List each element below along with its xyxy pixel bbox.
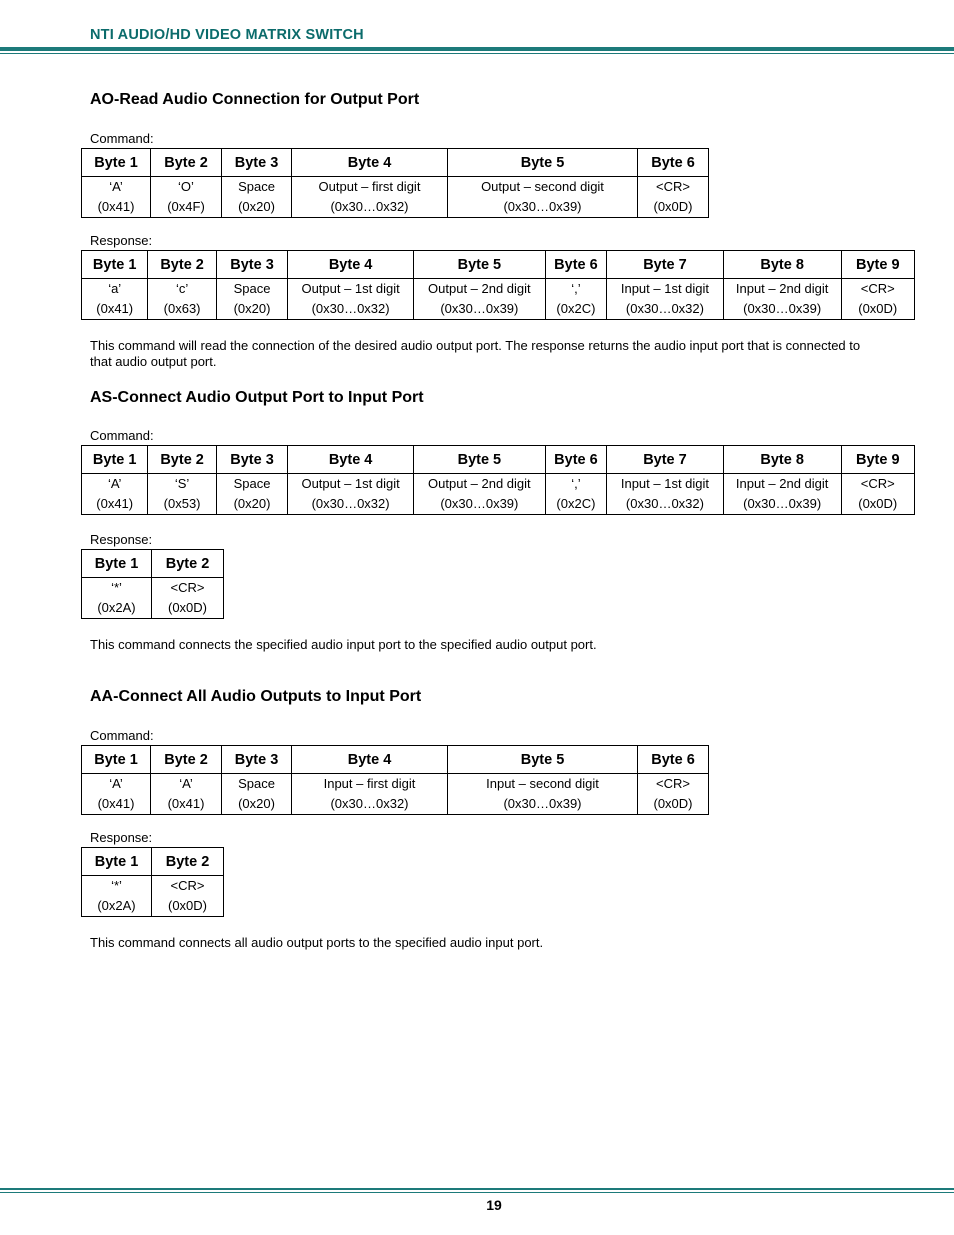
byte-header: Byte 1 — [82, 446, 148, 474]
byte-hex: (0x30…0x32) — [330, 796, 409, 811]
byte-value: ‘S’ — [174, 476, 190, 491]
byte-value: Output – first digit — [318, 179, 421, 194]
byte-value: Space — [233, 476, 271, 491]
byte-header: Byte 2 — [148, 446, 216, 474]
byte-header: Byte 2 — [151, 149, 222, 177]
byte-cell — [216, 279, 287, 320]
byte-cell — [151, 177, 222, 218]
as-response-table — [81, 549, 224, 619]
byte-cell — [216, 474, 287, 515]
byte-header: Byte 8 — [723, 251, 841, 279]
byte-hex: (0x30…0x32) — [625, 301, 704, 316]
document-header-title: NTI AUDIO/HD VIDEO MATRIX SWITCH — [90, 27, 364, 43]
byte-header: Byte 3 — [216, 446, 287, 474]
byte-header: Byte 6 — [638, 149, 709, 177]
byte-value: Output – 2nd digit — [428, 476, 531, 491]
byte-value: ‘*’ — [111, 580, 122, 595]
byte-hex: (0x30…0x39) — [503, 199, 582, 214]
byte-cell — [151, 774, 222, 815]
byte-cell — [448, 774, 638, 815]
byte-hex: (0x20) — [238, 199, 275, 214]
table-row — [82, 474, 915, 515]
byte-header: Byte 3 — [216, 251, 287, 279]
byte-hex: (0x41) — [97, 796, 135, 811]
byte-cell — [148, 279, 216, 320]
byte-cell — [723, 279, 841, 320]
byte-value: ‘O’ — [178, 179, 194, 194]
byte-cell — [292, 177, 448, 218]
byte-header: Byte 4 — [292, 746, 448, 774]
ao-command-table — [81, 148, 709, 218]
header-rule-thin — [0, 53, 954, 54]
byte-header: Byte 1 — [82, 848, 152, 876]
byte-header: Byte 5 — [448, 746, 638, 774]
byte-hex: (0x30…0x32) — [311, 496, 390, 511]
byte-hex: (0x30…0x32) — [311, 301, 390, 316]
byte-value: <CR> — [656, 776, 690, 791]
aa-command-label: Command: — [90, 728, 154, 743]
byte-value: Output – second digit — [481, 179, 604, 194]
as-command-table — [81, 445, 915, 515]
as-section-title: AS-Connect Audio Output Port to Input Port — [90, 389, 424, 406]
byte-hex: (0x0D) — [653, 199, 693, 214]
byte-hex: (0x2C) — [556, 496, 596, 511]
byte-hex: (0x2C) — [556, 301, 596, 316]
byte-header: Byte 1 — [82, 251, 148, 279]
byte-header: Byte 6 — [638, 746, 709, 774]
byte-cell — [222, 177, 292, 218]
byte-value: ‘,’ — [571, 281, 581, 296]
byte-header: Byte 1 — [82, 746, 151, 774]
byte-header: Byte 2 — [152, 848, 224, 876]
byte-value: Space — [238, 179, 275, 194]
byte-header: Byte 2 — [151, 746, 222, 774]
byte-hex: (0x53) — [163, 496, 201, 511]
byte-value: <CR> — [170, 580, 205, 595]
byte-header: Byte 5 — [448, 149, 638, 177]
byte-value: ‘*’ — [111, 878, 122, 893]
footer-rule-thin — [0, 1192, 954, 1193]
byte-value: <CR> — [656, 179, 690, 194]
byte-value: ‘A’ — [109, 179, 123, 194]
byte-cell — [152, 578, 224, 619]
byte-hex: (0x0D) — [167, 898, 207, 913]
byte-value: <CR> — [170, 878, 205, 893]
byte-cell — [448, 177, 638, 218]
byte-cell — [222, 774, 292, 815]
byte-cell — [607, 279, 724, 320]
byte-hex: (0x41) — [96, 301, 134, 316]
byte-hex: (0x20) — [233, 496, 271, 511]
byte-value: ‘c’ — [175, 281, 189, 296]
byte-cell — [545, 474, 606, 515]
byte-header: Byte 6 — [545, 251, 606, 279]
byte-cell — [82, 774, 151, 815]
byte-header: Byte 3 — [222, 746, 292, 774]
byte-value: <CR> — [860, 476, 895, 491]
table-row — [82, 578, 224, 619]
byte-cell — [292, 774, 448, 815]
byte-hex: (0x41) — [167, 796, 205, 811]
byte-value: <CR> — [860, 281, 895, 296]
byte-hex: (0x2A) — [97, 898, 136, 913]
byte-value: Input – 2nd digit — [735, 476, 829, 491]
byte-value: ‘A’ — [109, 776, 123, 791]
table-row — [82, 177, 709, 218]
byte-hex: (0x30…0x39) — [743, 496, 822, 511]
byte-value: ‘A’ — [107, 476, 122, 491]
ao-response-label: Response: — [90, 233, 153, 248]
byte-value: Output – 1st digit — [301, 281, 400, 296]
byte-hex: (0x41) — [97, 199, 135, 214]
byte-cell — [288, 279, 414, 320]
byte-hex: (0x30…0x32) — [330, 199, 409, 214]
byte-cell — [288, 474, 414, 515]
ao-response-table — [81, 250, 915, 320]
byte-cell — [545, 279, 606, 320]
byte-hex: (0x30…0x39) — [440, 496, 519, 511]
byte-hex: (0x4F) — [167, 199, 205, 214]
byte-hex: (0x63) — [163, 301, 201, 316]
as-description: This command connects the specified audio input port to the specified audio output port. — [90, 637, 597, 652]
byte-cell — [841, 279, 915, 320]
byte-header: Byte 5 — [413, 446, 545, 474]
byte-header: Byte 9 — [841, 251, 915, 279]
byte-header: Byte 8 — [723, 446, 841, 474]
byte-cell — [413, 279, 545, 320]
byte-hex: (0x0D) — [858, 496, 898, 511]
byte-header: Byte 9 — [841, 446, 915, 474]
byte-hex: (0x0D) — [653, 796, 693, 811]
byte-cell — [82, 876, 152, 917]
byte-cell — [82, 279, 148, 320]
byte-header: Byte 5 — [413, 251, 545, 279]
byte-value: Input – second digit — [486, 776, 599, 791]
byte-cell — [607, 474, 724, 515]
byte-cell — [841, 474, 915, 515]
byte-cell — [82, 474, 148, 515]
byte-header: Byte 6 — [545, 446, 606, 474]
byte-cell — [723, 474, 841, 515]
byte-header: Byte 7 — [607, 446, 724, 474]
byte-hex: (0x2A) — [97, 600, 136, 615]
byte-cell — [638, 774, 709, 815]
byte-header: Byte 3 — [222, 149, 292, 177]
byte-header: Byte 1 — [82, 550, 152, 578]
ao-description: This command will read the connection of the desired audio output port. The response returns the audio input port that is connected to that audio output port. — [90, 338, 861, 369]
byte-header: Byte 2 — [152, 550, 224, 578]
aa-response-label: Response: — [90, 830, 153, 845]
table-row — [82, 279, 915, 320]
page-number: 19 — [486, 1197, 502, 1213]
byte-hex: (0x30…0x39) — [503, 796, 582, 811]
byte-hex: (0x20) — [238, 796, 275, 811]
ao-command-label: Command: — [90, 131, 154, 146]
footer-rule — [0, 1188, 954, 1190]
byte-value: ‘a’ — [108, 281, 122, 296]
byte-hex: (0x0D) — [858, 301, 898, 316]
byte-value: ‘,’ — [571, 476, 581, 491]
byte-header: Byte 4 — [288, 251, 414, 279]
aa-command-table — [81, 745, 709, 815]
byte-hex: (0x30…0x39) — [743, 301, 822, 316]
byte-value: Input – first digit — [323, 776, 416, 791]
byte-hex: (0x30…0x32) — [625, 496, 704, 511]
byte-cell — [148, 474, 216, 515]
byte-hex: (0x0D) — [167, 600, 207, 615]
byte-hex: (0x20) — [233, 301, 271, 316]
byte-cell — [638, 177, 709, 218]
byte-cell — [413, 474, 545, 515]
aa-response-table — [81, 847, 224, 917]
byte-value: ‘A’ — [179, 776, 193, 791]
byte-hex: (0x41) — [96, 496, 134, 511]
byte-value: Output – 2nd digit — [428, 281, 531, 296]
header-rule — [0, 47, 954, 51]
byte-value: Space — [233, 281, 271, 296]
byte-header: Byte 2 — [148, 251, 216, 279]
byte-header: Byte 4 — [288, 446, 414, 474]
as-response-label: Response: — [90, 532, 153, 547]
byte-value: Input – 1st digit — [620, 281, 710, 296]
table-row — [82, 876, 224, 917]
byte-value: Space — [238, 776, 275, 791]
byte-header: Byte 7 — [607, 251, 724, 279]
byte-header: Byte 1 — [82, 149, 151, 177]
table-row — [82, 774, 709, 815]
byte-value: Input – 1st digit — [620, 476, 710, 491]
aa-section-title: AA-Connect All Audio Outputs to Input Port — [90, 688, 422, 705]
as-command-label: Command: — [90, 428, 154, 443]
ao-section-title: AO-Read Audio Connection for Output Port — [90, 91, 420, 108]
byte-value: Output – 1st digit — [301, 476, 400, 491]
byte-cell — [152, 876, 224, 917]
byte-hex: (0x30…0x39) — [440, 301, 519, 316]
byte-cell — [82, 578, 152, 619]
aa-description: This command connects all audio output ports to the specified audio input port. — [90, 935, 544, 950]
byte-header: Byte 4 — [292, 149, 448, 177]
byte-value: Input – 2nd digit — [735, 281, 829, 296]
byte-cell — [82, 177, 151, 218]
